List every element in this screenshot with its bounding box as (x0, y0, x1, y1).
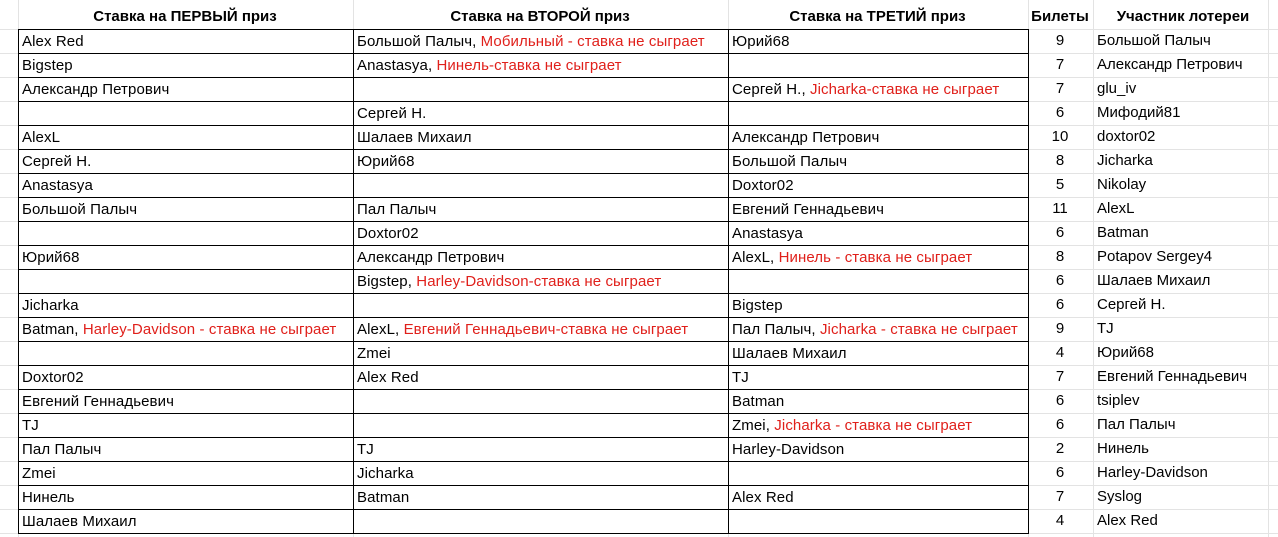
bet-cell-third[interactable] (729, 462, 1029, 486)
bet-cell-third[interactable] (729, 414, 1029, 438)
participant-cell[interactable]: doxtor02 (1097, 128, 1156, 145)
bet-cell-third[interactable] (729, 198, 1029, 222)
bet-cell-second[interactable] (354, 390, 729, 414)
bet-cell-first[interactable] (19, 198, 354, 222)
bet-name: Юрий68 (357, 153, 415, 170)
tickets-cell[interactable]: 8 (1055, 248, 1065, 265)
table-row (19, 390, 1029, 414)
participant-cell[interactable]: Нинель (1097, 440, 1149, 457)
bet-cell-second[interactable] (354, 318, 729, 342)
participant-cell[interactable]: tsiplev (1097, 392, 1140, 409)
bet-cell-first[interactable] (19, 294, 354, 318)
participant-cell[interactable]: Шалаев Михаил (1097, 272, 1211, 289)
bet-cell-third[interactable] (729, 294, 1029, 318)
bet-cell-first[interactable] (19, 318, 354, 342)
bet-name: Alex Red (22, 33, 84, 50)
bet-cell-first[interactable] (19, 486, 354, 510)
tickets-cell[interactable]: 2 (1055, 440, 1065, 457)
bet-note: Нинель-ставка не сыграет (436, 57, 622, 74)
bet-cell-third[interactable] (729, 486, 1029, 510)
participant-cell[interactable]: Alex Red (1097, 512, 1158, 529)
tickets-cell[interactable]: 6 (1055, 464, 1065, 481)
bet-name: TJ (357, 441, 374, 458)
participant-cell[interactable]: Jicharka (1097, 152, 1153, 169)
participant-cell[interactable]: glu_iv (1097, 80, 1137, 97)
participant-cell[interactable]: Batman (1097, 224, 1149, 241)
bet-cell-first[interactable] (19, 54, 354, 78)
bet-name: Bigstep (22, 57, 73, 74)
bet-cell-third[interactable] (729, 54, 1029, 78)
bet-note: Нинель - ставка не сыграет (778, 249, 973, 266)
participant-cell[interactable]: Мифодий81 (1097, 104, 1181, 121)
tickets-cell[interactable]: 7 (1055, 488, 1065, 505)
tickets-cell[interactable]: 6 (1055, 272, 1065, 289)
bet-cell-second[interactable] (354, 486, 729, 510)
bet-cell-third[interactable] (729, 30, 1029, 54)
header-participant[interactable]: Участник лотереи (1116, 8, 1250, 25)
bet-cell-third[interactable] (729, 390, 1029, 414)
participant-cell[interactable]: Nikolay (1097, 176, 1147, 193)
bet-cell-third[interactable] (729, 270, 1029, 294)
bet-cell-first[interactable] (19, 270, 354, 294)
bet-name: AlexL, (357, 321, 404, 338)
bet-cell-second[interactable] (354, 462, 729, 486)
bet-name: Zmei (22, 465, 56, 482)
table-row (19, 174, 1029, 198)
bet-name: Нинель (22, 489, 75, 506)
tickets-cell[interactable]: 10 (1051, 128, 1069, 145)
participant-cell[interactable]: Александр Петрович (1097, 56, 1243, 73)
bet-name: Большой Палыч (732, 153, 848, 170)
table-row (19, 222, 1029, 246)
tickets-column (1028, 29, 1092, 533)
table-row (19, 486, 1029, 510)
tickets-cell[interactable]: 6 (1055, 296, 1065, 313)
table-row (19, 270, 1029, 294)
bet-name: Bigstep (732, 297, 783, 314)
table-row (19, 438, 1029, 462)
participant-cell[interactable]: Большой Палыч (1097, 32, 1211, 49)
participant-cell[interactable]: Евгений Геннадьевич (1097, 368, 1248, 385)
bet-note: Евгений Геннадьевич-ставка не сыграет (403, 321, 689, 338)
bet-cell-second[interactable] (354, 222, 729, 246)
bet-name: Сергей Н. (357, 105, 427, 122)
bet-name: AlexL, (732, 249, 779, 266)
bet-cell-third[interactable] (729, 222, 1029, 246)
tickets-cell[interactable]: 6 (1055, 416, 1065, 433)
bet-cell-second[interactable] (354, 342, 729, 366)
bet-cell-second[interactable] (354, 294, 729, 318)
bet-name: Anastasya (732, 225, 803, 242)
bet-note: Jicharka-ставка не сыграет (809, 81, 1000, 98)
bet-name: Jicharka (22, 297, 79, 314)
bet-name: Anastasya (22, 177, 93, 194)
bet-name: TJ (22, 417, 39, 434)
bet-cell-second[interactable] (354, 246, 729, 270)
bet-cell-third[interactable] (729, 246, 1029, 270)
table-row (19, 78, 1029, 102)
bet-cell-second[interactable] (354, 54, 729, 78)
table-row (19, 462, 1029, 486)
table-row (19, 30, 1029, 54)
bet-cell-first[interactable] (19, 366, 354, 390)
bet-name: Евгений Геннадьевич (22, 393, 175, 410)
bet-cell-first[interactable] (19, 30, 354, 54)
table-row (19, 366, 1029, 390)
bet-cell-first[interactable] (19, 414, 354, 438)
bet-cell-third[interactable] (729, 318, 1029, 342)
bet-cell-third[interactable] (729, 102, 1029, 126)
bet-cell-second[interactable] (354, 198, 729, 222)
bet-cell-first[interactable] (19, 222, 354, 246)
participant-cell[interactable]: AlexL (1097, 200, 1135, 217)
bet-cell-first[interactable] (19, 438, 354, 462)
tickets-cell[interactable]: 6 (1055, 392, 1065, 409)
bet-name: Шалаев Михаил (357, 129, 472, 146)
tickets-cell[interactable]: 5 (1055, 176, 1065, 193)
bet-cell-second[interactable] (354, 366, 729, 390)
bet-name: Пал Палыч (357, 201, 437, 218)
table-row (19, 54, 1029, 78)
bet-note: Harley-Davidson - ставка не сыграет (82, 321, 337, 338)
participant-cell[interactable]: Harley-Davidson (1097, 464, 1208, 481)
participant-cell[interactable]: Юрий68 (1097, 344, 1154, 361)
table-row (19, 246, 1029, 270)
bet-cell-second[interactable] (354, 414, 729, 438)
tickets-cell[interactable]: 6 (1055, 104, 1065, 121)
bet-name: Harley-Davidson (732, 441, 845, 458)
bet-note: Harley-Davidson-ставка не сыграет (416, 273, 662, 290)
bet-cell-third[interactable] (729, 150, 1029, 174)
header-second-prize[interactable]: Ставка на ВТОРОЙ приз (450, 8, 630, 25)
gridline-vertical (1093, 0, 1094, 537)
bet-cell-first[interactable] (19, 390, 354, 414)
table-row (19, 102, 1029, 126)
bet-name: Doxtor02 (22, 369, 84, 386)
bet-name: Юрий68 (22, 249, 80, 266)
bet-cell-first[interactable] (19, 246, 354, 270)
bet-name: Doxtor02 (732, 177, 794, 194)
bet-cell-third[interactable] (729, 126, 1029, 150)
bet-cell-first[interactable] (19, 174, 354, 198)
bet-cell-second[interactable] (354, 102, 729, 126)
bet-cell-third[interactable] (729, 510, 1029, 534)
table-row (19, 150, 1029, 174)
bet-name: Batman (357, 489, 410, 506)
bet-name: Шалаев Михаил (732, 345, 847, 362)
participant-cell[interactable]: Пал Палыч (1097, 416, 1176, 433)
bet-name: Пал Палыч, (732, 321, 820, 338)
bet-cell-first[interactable] (19, 462, 354, 486)
bets-table-body (19, 30, 1029, 534)
bet-name: Александр Петрович (732, 129, 880, 146)
table-row (19, 342, 1029, 366)
bet-name: Большой Палыч (22, 201, 138, 218)
bet-name: Пал Палыч (22, 441, 102, 458)
bet-cell-third[interactable] (729, 438, 1029, 462)
bet-cell-third[interactable] (729, 366, 1029, 390)
bet-cell-third[interactable] (729, 342, 1029, 366)
bet-cell-second[interactable] (354, 438, 729, 462)
bet-name: Batman, (22, 321, 83, 338)
participant-cell[interactable]: Potapov Sergey4 (1097, 248, 1213, 265)
bet-name: Alex Red (732, 489, 794, 506)
bet-name: Jicharka (357, 465, 414, 482)
header-first-prize[interactable]: Ставка на ПЕРВЫЙ приз (93, 8, 277, 25)
bet-name: Alex Red (357, 369, 419, 386)
bet-name: Zmei (357, 345, 391, 362)
table-row (19, 318, 1029, 342)
bet-cell-second[interactable] (354, 270, 729, 294)
bet-name: Bigstep, (357, 273, 417, 290)
bet-name: Александр Петрович (22, 81, 170, 98)
bet-name: AlexL (22, 129, 61, 146)
bet-cell-first[interactable] (19, 510, 354, 534)
table-row (19, 126, 1029, 150)
participant-cell[interactable]: Syslog (1097, 488, 1143, 505)
bets-table (18, 29, 1029, 534)
participants-column (1097, 29, 1275, 533)
bet-name: Zmei, (732, 417, 775, 434)
table-row (19, 510, 1029, 534)
bet-name: Сергей Н. (22, 153, 92, 170)
bet-cell-first[interactable] (19, 78, 354, 102)
bet-name: Doxtor02 (357, 225, 419, 242)
bet-name: Евгений Геннадьевич (732, 201, 885, 218)
bet-name: Шалаев Михаил (22, 513, 137, 530)
bet-cell-second[interactable] (354, 126, 729, 150)
bet-name: Большой Палыч, (357, 33, 481, 50)
bet-note: Jicharka - ставка не сыграет (774, 417, 973, 434)
tickets-cell[interactable]: 6 (1055, 224, 1065, 241)
bet-name: TJ (732, 369, 749, 386)
table-row (19, 198, 1029, 222)
participant-cell[interactable]: TJ (1097, 320, 1114, 337)
bet-cell-second[interactable] (354, 150, 729, 174)
tickets-cell[interactable]: 4 (1055, 344, 1065, 361)
bet-cell-second[interactable] (354, 174, 729, 198)
tickets-cell[interactable]: 9 (1055, 320, 1065, 337)
bet-cell-second[interactable] (354, 78, 729, 102)
bet-cell-second[interactable] (354, 30, 729, 54)
bet-cell-first[interactable] (19, 342, 354, 366)
tickets-cell[interactable]: 4 (1055, 512, 1065, 529)
header-tickets[interactable]: Билеты (1031, 8, 1089, 25)
bet-name: Anastasya, (357, 57, 437, 74)
header-third-prize[interactable]: Ставка на ТРЕТИЙ приз (789, 8, 966, 25)
tickets-cell[interactable]: 7 (1055, 368, 1065, 385)
bet-cell-first[interactable] (19, 102, 354, 126)
tickets-cell[interactable]: 11 (1052, 200, 1068, 217)
bet-cell-third[interactable] (729, 174, 1029, 198)
bet-note: Jicharka - ставка не сыграет (819, 321, 1018, 338)
bet-name: Batman (732, 393, 785, 410)
bet-name: Александр Петрович (357, 249, 505, 266)
table-row (19, 294, 1029, 318)
participant-cell[interactable]: Сергей Н. (1097, 296, 1166, 313)
table-row (19, 414, 1029, 438)
tickets-cell[interactable]: 8 (1055, 152, 1065, 169)
tickets-cell[interactable]: 7 (1055, 56, 1065, 73)
tickets-cell[interactable]: 9 (1055, 32, 1065, 49)
bet-cell-first[interactable] (19, 150, 354, 174)
bet-name: Сергей Н., (732, 81, 810, 98)
tickets-cell[interactable]: 7 (1055, 80, 1065, 97)
bet-cell-third[interactable] (729, 78, 1029, 102)
bet-note: Мобильный - ставка не сыграет (480, 33, 705, 50)
bet-cell-first[interactable] (19, 126, 354, 150)
bet-cell-second[interactable] (354, 510, 729, 534)
bet-name: Юрий68 (732, 33, 790, 50)
